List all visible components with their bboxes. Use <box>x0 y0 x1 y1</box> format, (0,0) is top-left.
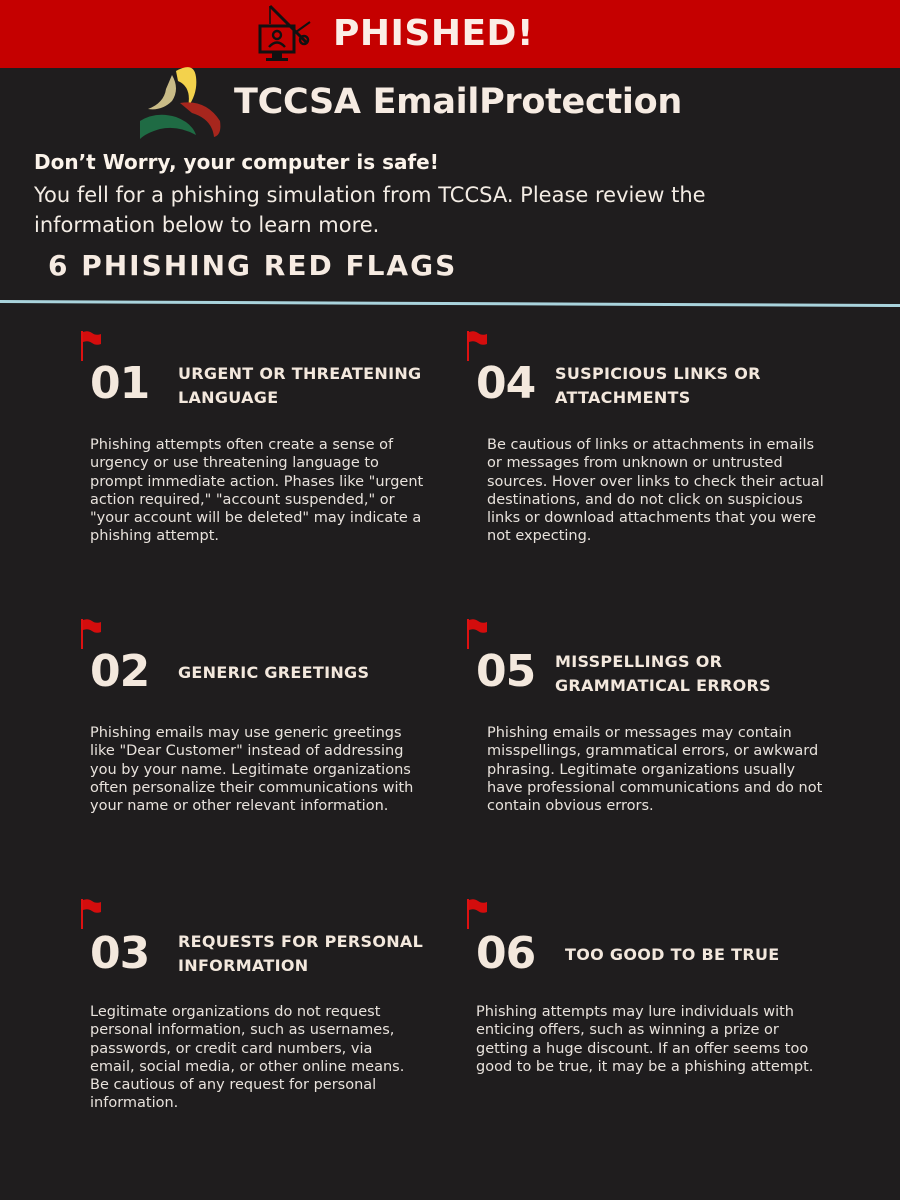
intro-body: You fell for a phishing simulation from TCCSA. Please review the information below to learn more. <box>34 183 706 237</box>
flag-description: Be cautious of links or attachments in emails or messages from unknown or untrusted sources. Hover over links to check their actual destinations, and do not click on suspicious links or download attachments that you were not expecting. <box>487 437 824 545</box>
hacker-computer-icon <box>254 2 318 66</box>
flag-number: 02 <box>90 646 150 697</box>
flag-number: 04 <box>476 358 536 409</box>
phished-banner <box>0 0 900 68</box>
red-flag-card-03 <box>80 898 470 1148</box>
flag-description: Phishing attempts often create a sense of urgency or use threatening language to prompt immediate action. Phases like "urgent action required," "account suspended," or "your account will be deleted" may indicate a phishing attempt. <box>90 437 424 545</box>
flag-heading: GENERIC GREETINGS <box>178 663 370 682</box>
flag-heading: MISSPELLINGS OR GRAMMATICAL ERRORS <box>555 652 771 695</box>
flag-description: Phishing emails may use generic greetings like "Dear Customer" instead of addressing you by your name. Legitimate organizations often personalize their communications with your name or other relevant information. <box>90 725 414 815</box>
flag-heading: TOO GOOD TO BE TRUE <box>565 945 780 964</box>
red-flag-icon <box>466 898 488 930</box>
flag-heading: SUSPICIOUS LINKS OR ATTACHMENTS <box>555 364 761 407</box>
red-flag-icon <box>80 898 102 930</box>
red-flag-card-06 <box>466 898 856 1148</box>
brand-name: TCCSA EmailProtection <box>234 82 682 122</box>
flag-number: 06 <box>476 928 536 979</box>
flag-number: 05 <box>476 646 536 697</box>
banner-title: PHISHED! <box>333 13 534 54</box>
section-divider <box>0 298 900 308</box>
section-title: 6 PHISHING RED FLAGS <box>48 249 458 282</box>
red-flag-card-04 <box>466 330 856 580</box>
flag-description: Legitimate organizations do not request personal information, such as usernames, passwords, or credit card numbers, via email, social media, or other online means. Be cautious of any request for personal information. <box>90 1004 405 1112</box>
flag-number: 03 <box>90 928 150 979</box>
red-flag-card-02 <box>80 618 470 868</box>
flag-description: Phishing attempts may lure individuals with enticing offers, such as winning a prize or getting a huge discount. If an offer seems too good to be true, it may be a phishing attempt. <box>476 1004 814 1075</box>
flag-heading: REQUESTS FOR PERSONAL INFORMATION <box>178 932 424 975</box>
flag-description: Phishing emails or messages may contain misspellings, grammatical errors, or awkward phrasing. Legitimate organizations usually have professional communications and do not contain obvious errors. <box>487 725 823 815</box>
intro-headline: Don’t Worry, your computer is safe! <box>34 150 439 174</box>
flag-number: 01 <box>90 358 150 409</box>
flag-heading: URGENT OR THREATENING LANGUAGE <box>178 364 422 407</box>
tccsa-logo <box>136 63 224 141</box>
red-flag-card-05 <box>466 618 856 868</box>
red-flag-card-01 <box>80 330 470 580</box>
